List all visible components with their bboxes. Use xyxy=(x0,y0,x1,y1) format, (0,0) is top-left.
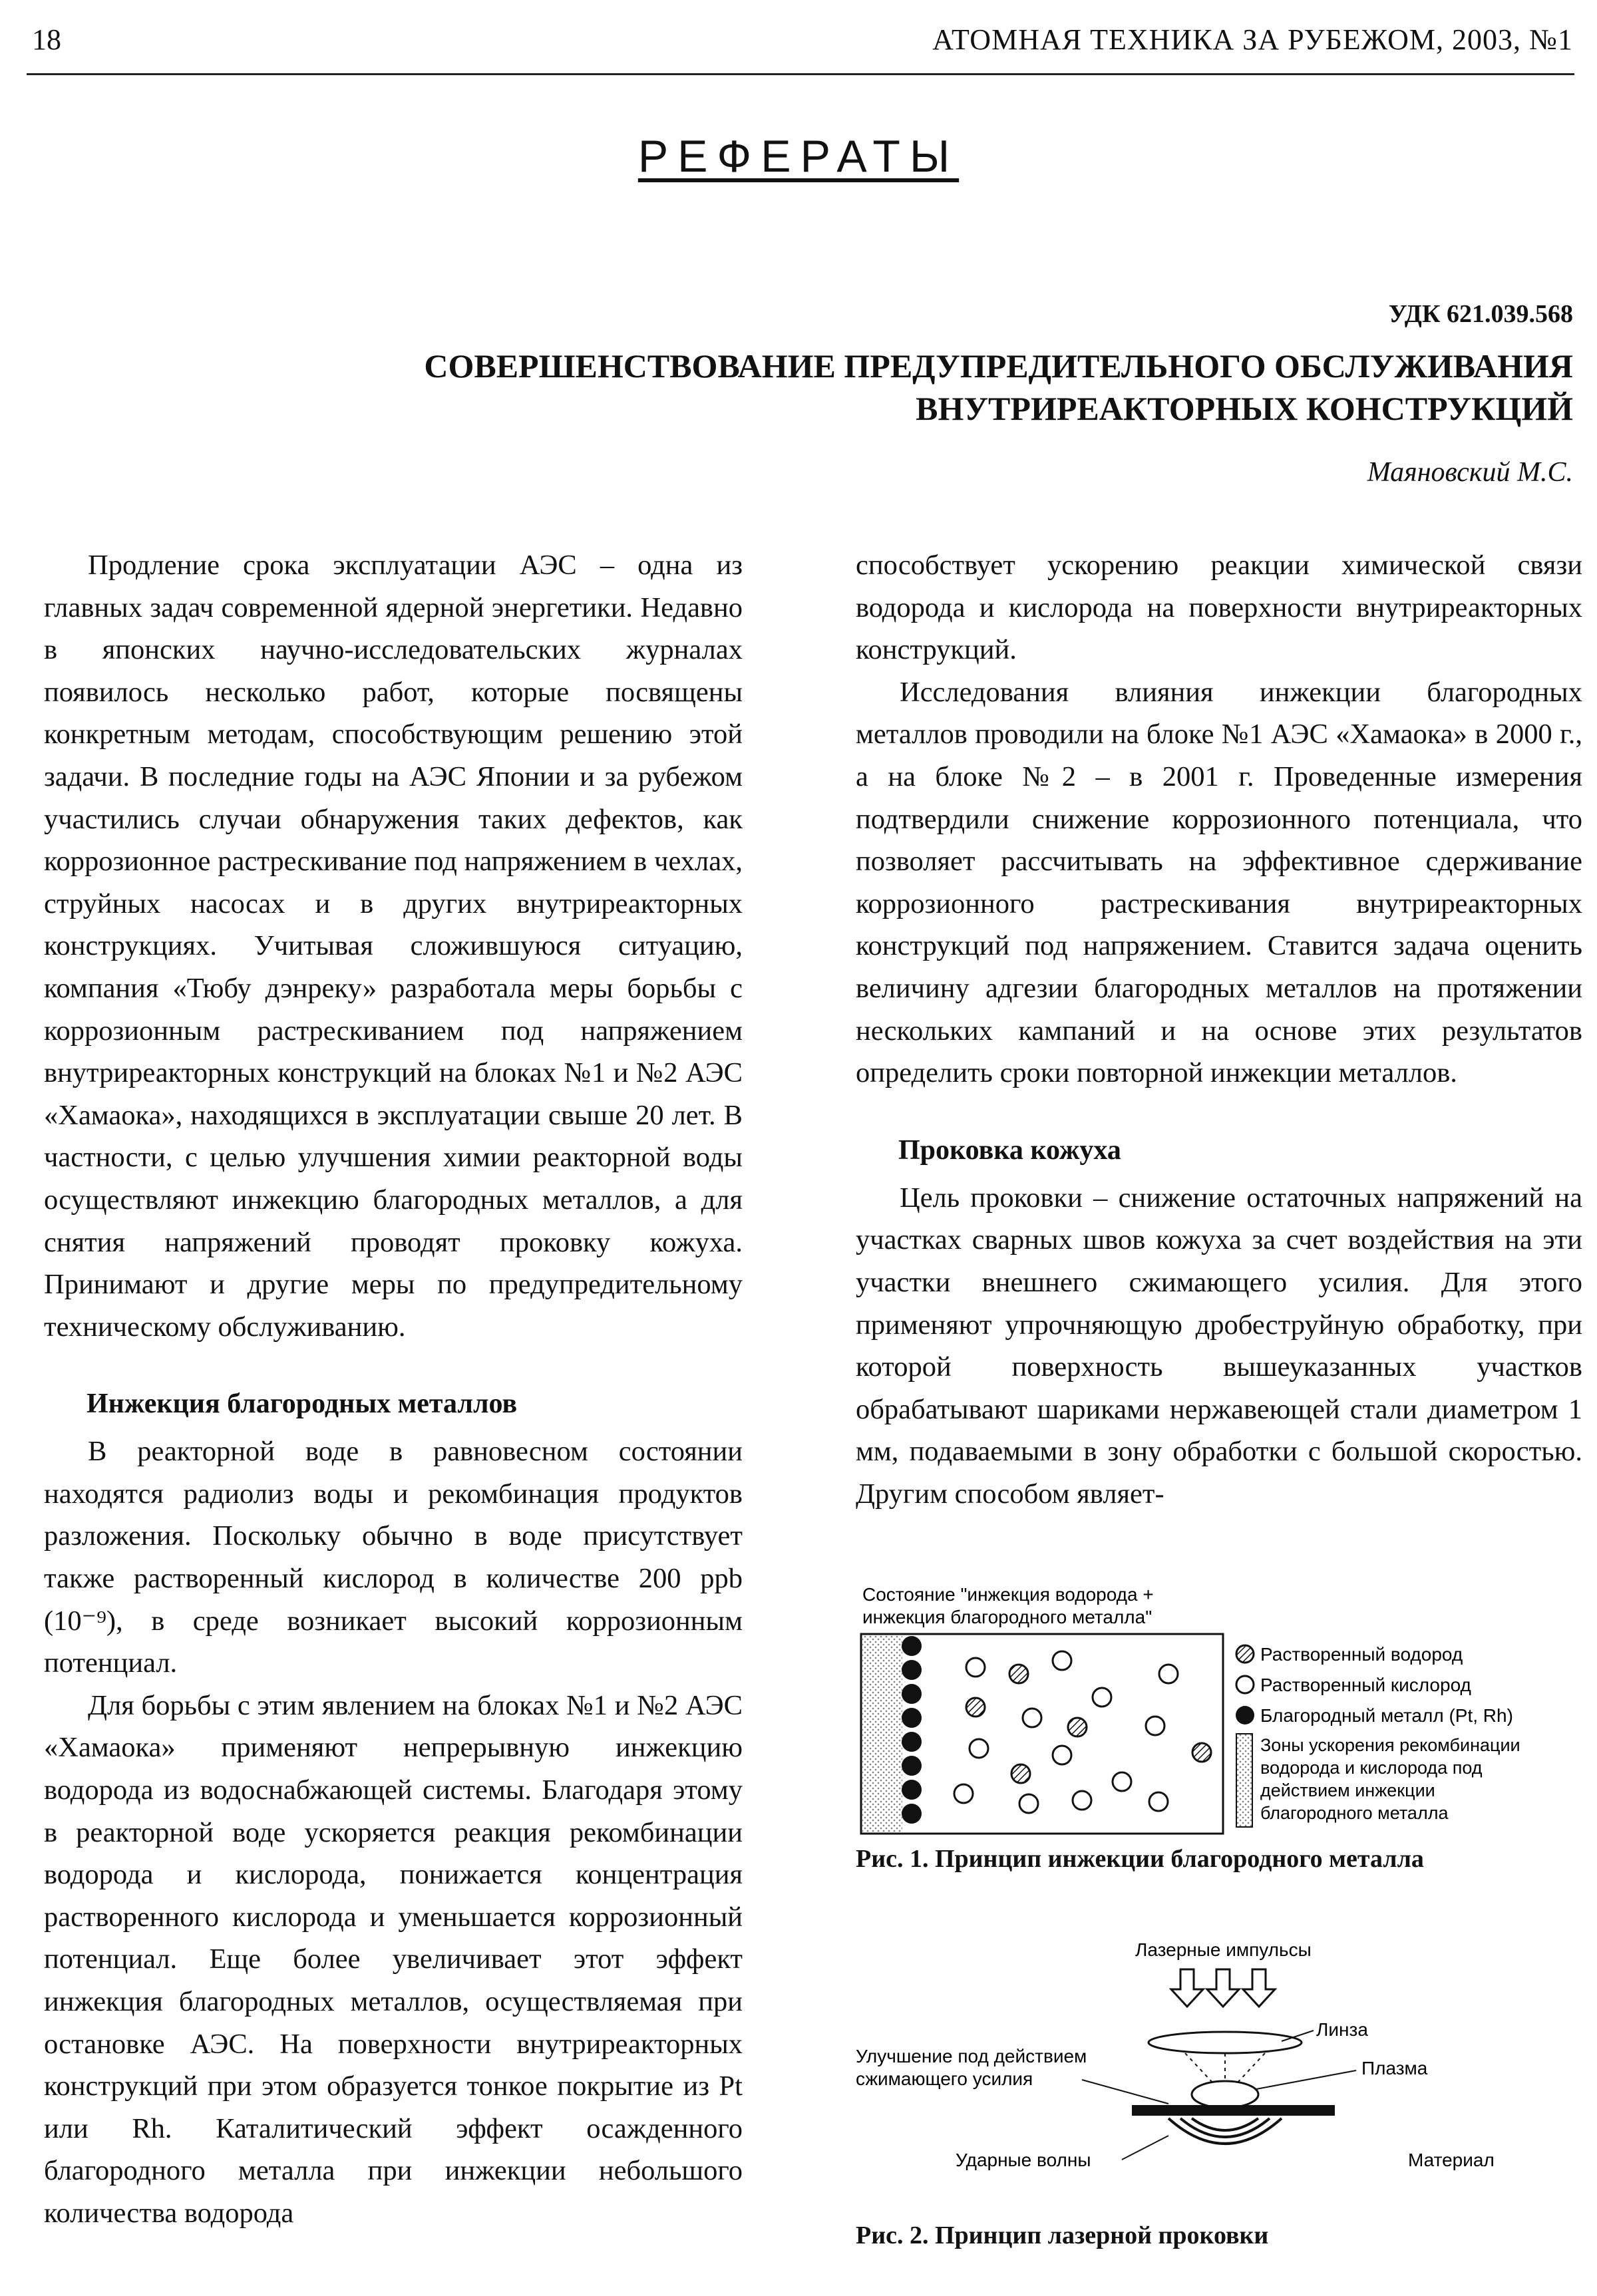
fig2-laser-pulses-label: Лазерные импульсы xyxy=(1135,1939,1312,1960)
left-column xyxy=(44,544,743,2235)
fig1-legend xyxy=(1236,1644,1520,1827)
figure-laser-peening xyxy=(856,1929,1582,2209)
article-title xyxy=(176,345,1573,430)
legend-zone-icon xyxy=(1236,1734,1252,1827)
fig2-lens-label: Линза xyxy=(1316,2019,1368,2040)
paragraph: Продление срока эксплуатации АЭС – одна из главных задач современной ядерной энергетики. Недавно в японских научно-исследовательских журналах появилось несколько работ, которые посвящены конкретным методам, способствующим решению этой задачи. В последние годы на АЭС Японии и за рубежом участились случаи обнаружения таких дефектов, как коррозионное растрескивание под напряжением в чехлах, струйных насосах и в других внутриреакторных конструкциях. Учитывая сложившуюся ситуацию, компания «Тюбу дэнреку» разработала меры борьбы с коррозионным растрескиванием под напряжением внутриреакторных конструкций на блоках №1 и №2 АЭС «Хамаока», находящихся в эксплуатации свыше 20 лет. В частности, с целью улучшения химии реакторной воды осуществляют инжекцию благородных металлов, а для снятия напряжений проводят проковку кожуха. Принимают и другие меры по предупредительному техническому обслуживанию. xyxy=(44,550,743,1343)
legend-hydrogen-icon xyxy=(1236,1645,1254,1663)
udc-code: УДК 621.039.568 xyxy=(1388,300,1573,328)
subheading-shroud-peening: Проковка кожуха xyxy=(898,1134,1121,1166)
subheading-noble-metals: Инжекция благородных металлов xyxy=(87,1389,518,1420)
fig2-material-label: Материал xyxy=(1408,2150,1495,2170)
fig1-zone-strip xyxy=(862,1635,902,1832)
right-column xyxy=(856,544,1582,1515)
legend-oxygen-icon xyxy=(1236,1676,1254,1693)
paragraph: Исследования влияния инжекции благородных металлов проводили на блоке №1 АЭС «Хамаока» в 2000 г., а на блоке №2 – в 2001 г. Проведенные измерения подтвердили снижение коррозионного потенциала, что позволяет рассчитывать на эффективное сдерживание коррозионного растрескивания внутриреакторных конструкций под напряжением. Ставится задача оценить величину адгезии благородных металлов на протяжении нескольких кампаний и на основе этих результатов определить сроки повторной инжекции металлов. xyxy=(856,676,1582,1089)
fig1-caption: Рис. 1. Принцип инжекции благородного металла xyxy=(856,1845,1424,1873)
legend-zone-line4: благородного металла xyxy=(1260,1803,1449,1823)
header-rule xyxy=(27,73,1574,75)
fig2-laser-arrows xyxy=(1171,1969,1275,2007)
page-number: 18 xyxy=(32,23,61,56)
fig2-plasma-label: Плазма xyxy=(1361,2058,1428,2078)
legend-zone-line3: действием инжекции xyxy=(1260,1780,1435,1800)
fig2-material-surface xyxy=(1132,2105,1335,2116)
paragraph: Для борьбы с этим явлением на блоках №1 и №2 АЭС «Хамаока» применяют непрерывную инжекцию водорода из водоснабжающей системы. Благодаря этому в реакторной воде ускоряется реакция рекомбинации водорода и кислорода, понижается концентрация растворенного кислорода и уменьшается коррозионный потенциал. Еще более увеличивает этот эффект инжекция благородных металлов, осуществляемая при остановке АЭС. На поверхности внутриреакторных конструкций при этом образуется тонкое покрытие из Pt или Rh. Каталитический эффект осажденного благородного металла при инжекции небольшого количества водорода xyxy=(44,1689,743,2229)
paragraph: способствует ускорению реакции химической связи водорода и кислорода на поверхности внутриреакторных конструкций. xyxy=(856,550,1582,666)
legend-zone-line2: водорода и кислорода под xyxy=(1260,1758,1483,1778)
fig2-plasma xyxy=(1192,2081,1258,2108)
fig2-caption: Рис. 2. Принцип лазерной проковки xyxy=(856,2221,1269,2249)
journal-title: АТОМНАЯ ТЕХНИКА ЗА РУБЕЖОМ, 2003, №1 xyxy=(932,23,1573,56)
fig2-lens xyxy=(1149,2032,1302,2053)
section-title: РЕФЕРАТЫ xyxy=(637,131,960,182)
article-title-line2: ВНУТРИРЕАКТОРНЫХ КОНСТРУКЦИЙ xyxy=(916,390,1573,427)
fig2-shock-waves-label: Ударные волны xyxy=(956,2150,1091,2170)
article-title-line1: СОВЕРШЕНСТВОВАНИЕ ПРЕДУПРЕДИТЕЛЬНОГО ОБСЛУЖИВАНИЯ xyxy=(424,347,1573,385)
legend-noble-metal: Благородный металл (Pt, Rh) xyxy=(1260,1705,1513,1726)
figure-noble-metal-injection xyxy=(856,1574,1582,1867)
fig2-focus-lines xyxy=(1185,2053,1265,2084)
paragraph: В реакторной воде в равновесном состоянии находятся радиолиз воды и рекомбинация продуктов разложения. Поскольку обычно в воде присутствует также растворенный кислород в количестве 200 ppb (10⁻⁹), в среде возникает высокий коррозионным потенциал. xyxy=(44,1436,743,1679)
fig2-shock-waves xyxy=(1168,2118,1282,2144)
fig2-compression-line2: сжимающего усилия xyxy=(856,2068,1033,2089)
legend-oxygen: Растворенный кислород xyxy=(1260,1675,1471,1695)
legend-zone-line1: Зоны ускорения рекомбинации xyxy=(1260,1735,1520,1755)
paragraph: Цель проковки – снижение остаточных напряжений на участках сварных швов кожуха за счет воздействия на эти участки внешнего сжимающего усилия. Для этого применяют упрочняющую дробеструйную обработку, при которой поверхность вышеуказанных участков обрабатывают шариками нержавеющей стали диаметром 1 мм, подаваемыми в зону обработки с большой скоростью. Другим способом являет- xyxy=(856,1182,1582,1510)
fig1-title-line1: Состояние "инжекция водорода + xyxy=(862,1584,1154,1605)
author: Маяновский М.С. xyxy=(1367,457,1573,488)
legend-noble-metal-icon xyxy=(1236,1706,1254,1724)
fig2-compression-line1: Улучшение под действием xyxy=(856,2046,1087,2066)
fig1-title-line2: инжекция благородного металла" xyxy=(862,1607,1153,1627)
legend-hydrogen: Растворенный водород xyxy=(1260,1644,1463,1665)
